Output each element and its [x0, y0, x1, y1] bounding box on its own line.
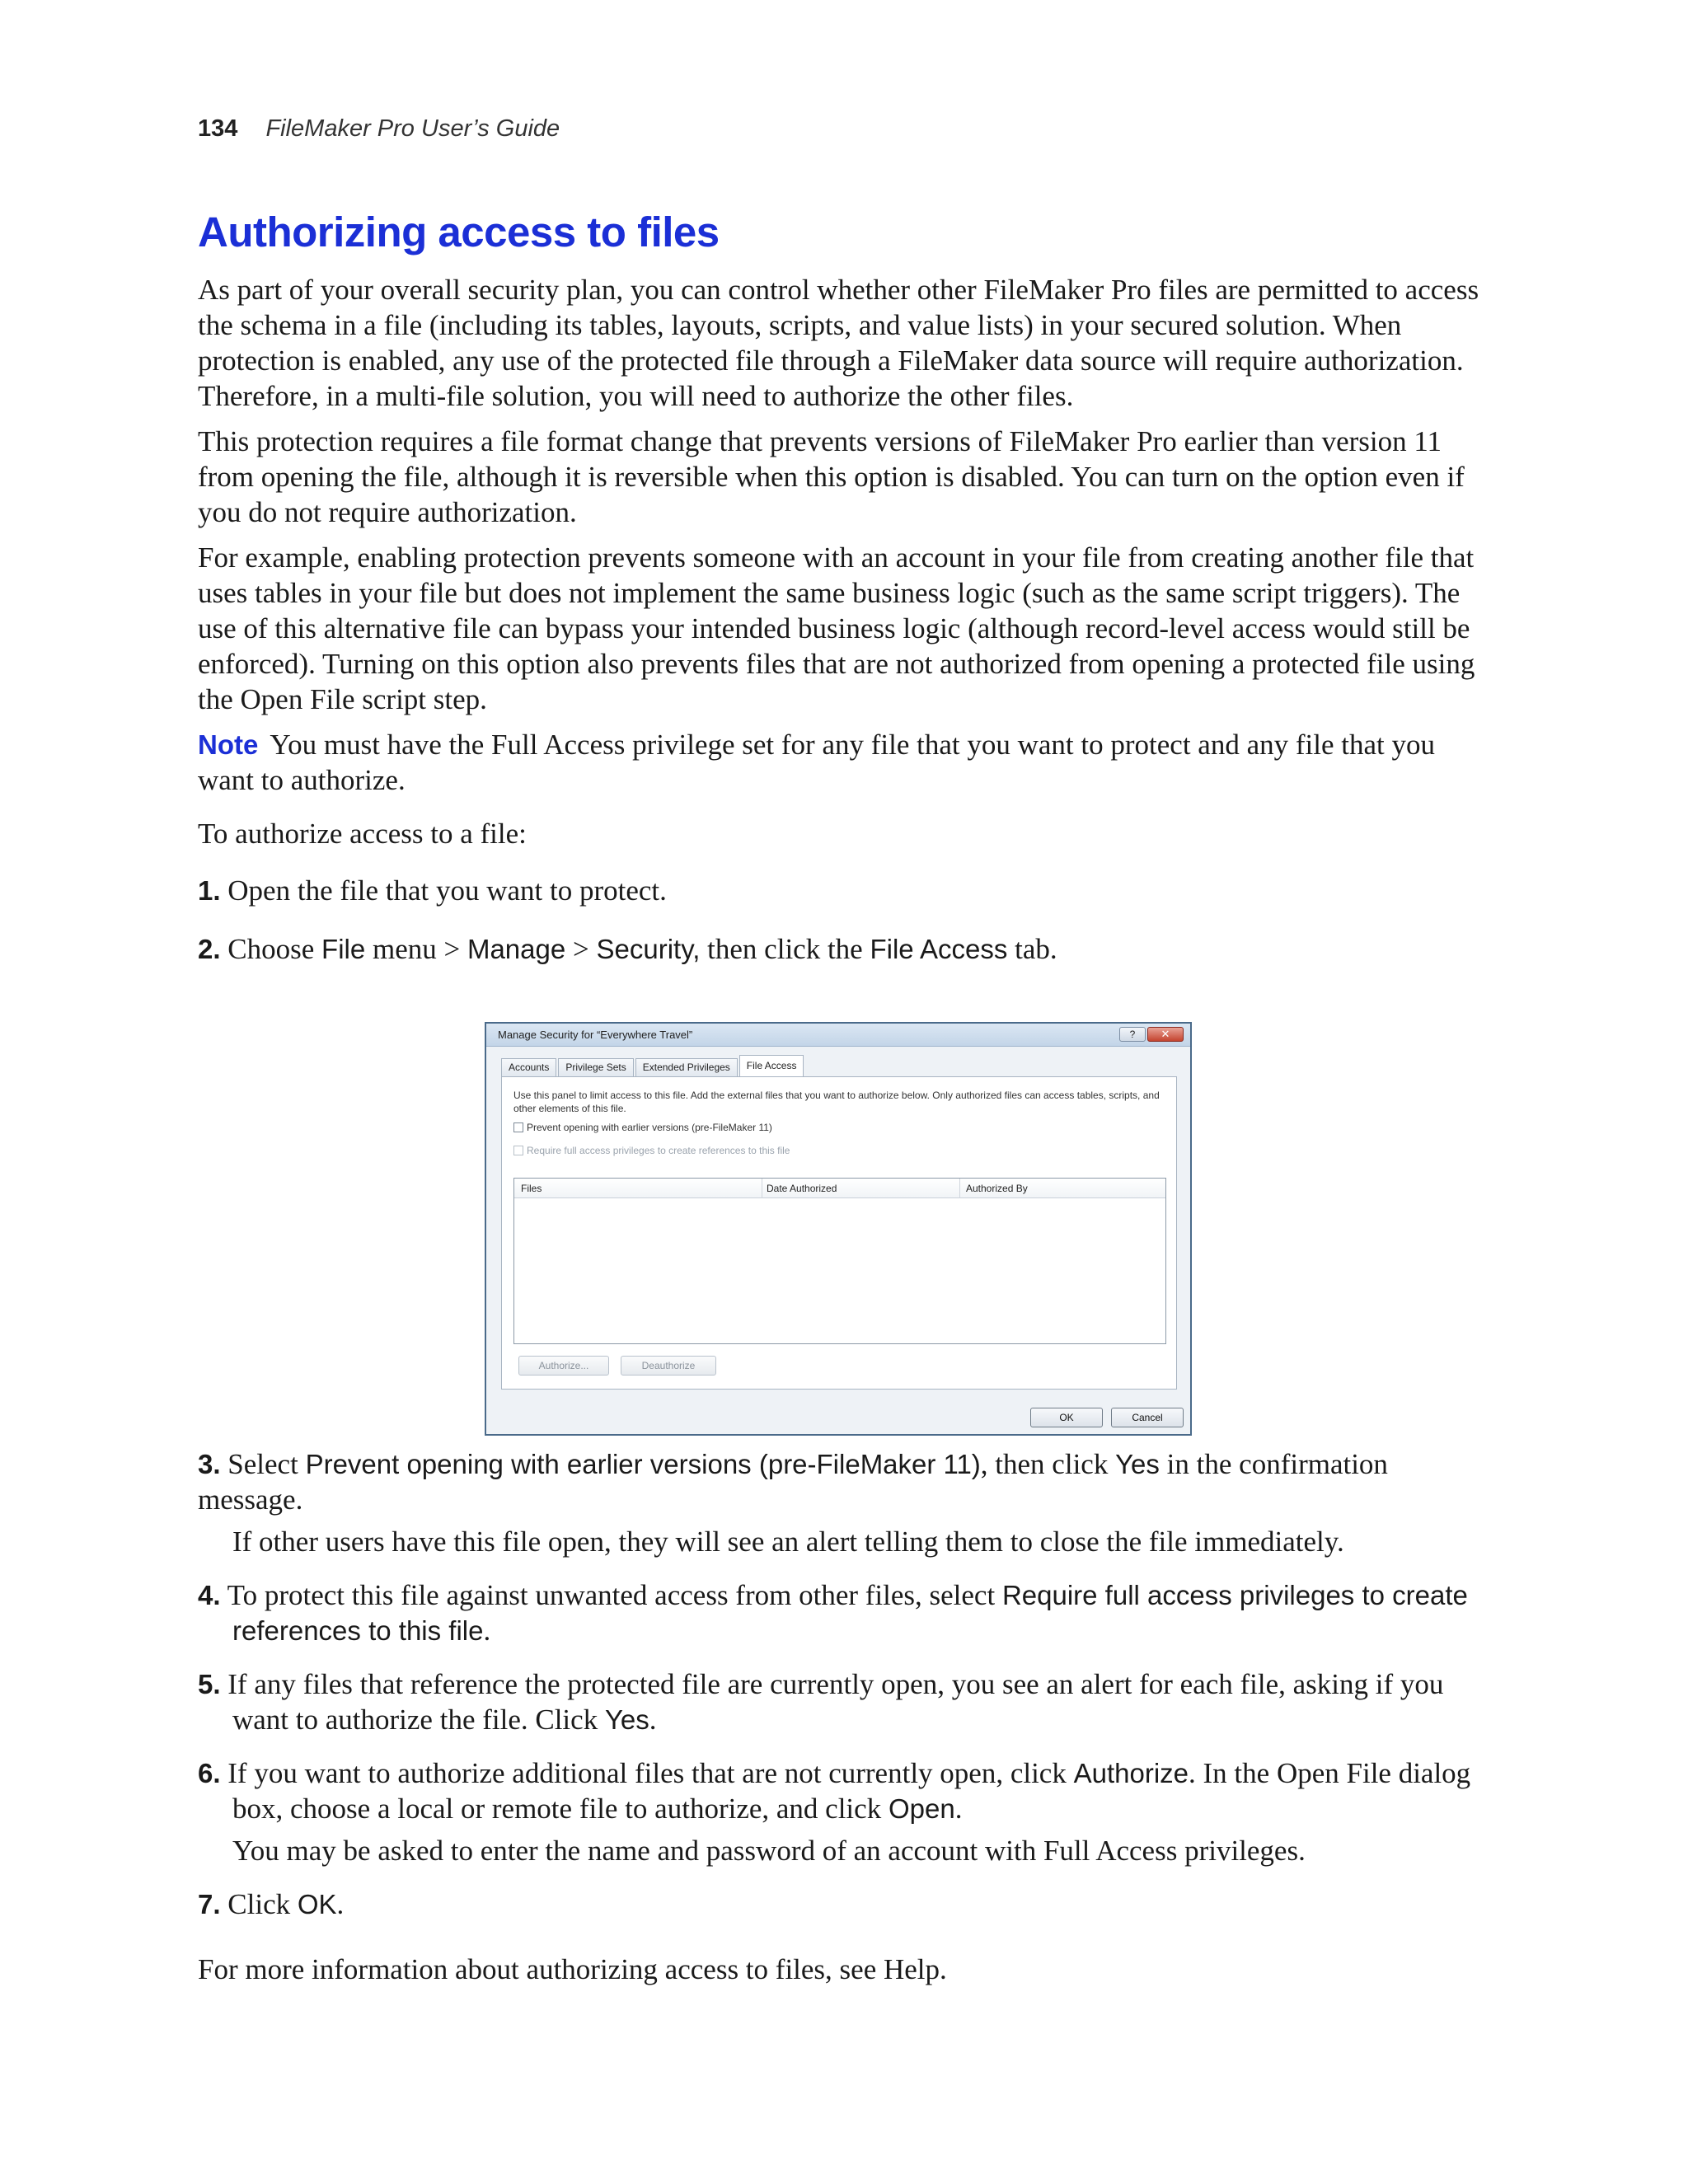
step-text: then click the	[700, 933, 870, 965]
step-text: Select	[227, 1448, 306, 1480]
step-text: . In the Open File dialog box, choose a local or remote file to authorize, and click	[232, 1757, 1471, 1825]
step-4	[198, 1577, 1484, 1648]
note	[198, 727, 1484, 798]
step-number: 3.	[198, 1449, 221, 1479]
ui-open: Open	[888, 1793, 955, 1824]
tab-privilege-sets[interactable]: Privilege Sets	[558, 1058, 633, 1076]
step-text: Choose	[227, 933, 322, 965]
require-full-access-option[interactable]	[513, 1145, 790, 1156]
ui-authorize: Authorize	[1073, 1758, 1189, 1788]
step-text: menu >	[365, 933, 467, 965]
tab-file-access[interactable]: File Access	[739, 1055, 804, 1076]
step-number: 6.	[198, 1758, 221, 1788]
dialog-tabs	[501, 1058, 805, 1076]
page-number: 134	[198, 115, 238, 142]
step-text: .	[954, 1793, 963, 1825]
column-divider[interactable]	[959, 1179, 960, 1198]
column-files[interactable]: Files	[521, 1183, 542, 1194]
list-header	[514, 1179, 1165, 1198]
prevent-opening-option[interactable]	[513, 1122, 772, 1133]
close-icon[interactable]: ✕	[1147, 1027, 1184, 1042]
step-text: .	[649, 1704, 657, 1736]
note-label: Note	[198, 729, 259, 760]
step-1	[198, 873, 1484, 908]
cancel-button[interactable]: Cancel	[1111, 1408, 1184, 1427]
ui-manage: Manage	[467, 934, 566, 964]
step-number: 7.	[198, 1889, 221, 1919]
dialog-title: Manage Security for “Everywhere Travel”	[498, 1029, 693, 1041]
paragraph-1: As part of your overall security plan, you can control whether other FileMaker Pro files are permitted to access the schema in a file (including its tables, layouts, scripts, and value lists) in your secured solution. When protection is enabled, any use of the protected file through a FileMaker data source will require authorization. Therefore, in a multi-file solution, you will need to authorize the other files.	[198, 274, 1479, 412]
step-number: 1.	[198, 875, 221, 906]
prevent-opening-label: Prevent opening with earlier versions (pre-FileMaker 11)	[527, 1122, 772, 1133]
step-text: Click	[227, 1888, 298, 1920]
step-6	[198, 1755, 1484, 1826]
tab-accounts[interactable]: Accounts	[501, 1058, 556, 1076]
authorized-files-list[interactable]	[513, 1178, 1166, 1344]
file-access-panel	[501, 1076, 1177, 1390]
ui-file-menu: File	[321, 934, 366, 964]
step-text: tab.	[1007, 933, 1057, 965]
step-text: in the confirmation message.	[198, 1448, 1388, 1516]
ui-ok: OK	[297, 1889, 337, 1919]
ui-yes: Yes	[604, 1704, 649, 1735]
footer-text: For more information about authorizing access to files, see Help.	[198, 1953, 947, 1985]
manage-security-dialog	[485, 1022, 1192, 1436]
section-title: Authorizing access to files	[198, 209, 720, 255]
step-6-note: You may be asked to enter the name and password of an account with Full Access privileges.	[232, 1835, 1306, 1867]
panel-description: Use this panel to limit access to this file. Add the external files that you want to authorize below. Only authorized files can access tables, scripts, and other elements of this file.	[513, 1090, 1160, 1114]
ui-prevent-opening: Prevent opening with earlier versions (pre-FileMaker 11)	[305, 1449, 981, 1479]
procedure-intro: To authorize access to a file:	[198, 818, 527, 850]
deauthorize-button[interactable]: Deauthorize	[621, 1356, 716, 1376]
paragraph-3: For example, enabling protection prevents someone with an account in your file from creating another file that uses tables in your file but does not implement the same business logic (such as the same script triggers). The use of this alternative file can bypass your intended business logic (although record-level access would still be enforced). Turning on this option also prevents files that are not authorized from opening a protected file using the Open File script step.	[198, 541, 1475, 715]
paragraph-2: This protection requires a file format change that prevents versions of FileMaker Pro earlier than version 11 from opening the file, although it is reversible when this option is disabled. You can turn on the option even if you do not require authorization.	[198, 425, 1465, 528]
require-full-access-label: Require full access privileges to create references to this file	[527, 1145, 790, 1156]
step-text: >	[565, 933, 597, 965]
step-5	[198, 1666, 1484, 1737]
step-text: .	[483, 1615, 491, 1647]
ui-require-full-access: Require full access privileges to create references to this file	[232, 1580, 1468, 1646]
guide-title: FileMaker Pro User’s Guide	[265, 115, 560, 142]
ui-file-access: File Access	[870, 934, 1008, 964]
help-button[interactable]: ?	[1119, 1027, 1146, 1042]
prevent-opening-checkbox[interactable]	[513, 1122, 523, 1132]
ui-security: Security,	[596, 934, 701, 964]
step-7	[198, 1886, 1484, 1922]
step-text: .	[336, 1888, 345, 1920]
step-text: If you want to authorize additional files that are not currently open, click	[227, 1757, 1074, 1789]
step-text: If any files that reference the protected file are currently open, you see an alert for each file, asking if you want to authorize the file. Click	[227, 1668, 1444, 1736]
step-text: To protect this file against unwanted access from other files, select	[227, 1579, 1002, 1611]
step-2	[198, 931, 1484, 967]
step-number: 5.	[198, 1669, 221, 1699]
step-3	[198, 1446, 1484, 1517]
dialog-titlebar	[486, 1024, 1190, 1047]
step-text: Open the file that you want to protect.	[227, 874, 667, 907]
step-number: 2.	[198, 934, 221, 964]
tab-extended-privileges[interactable]: Extended Privileges	[635, 1058, 738, 1076]
ui-yes: Yes	[1115, 1449, 1160, 1479]
require-full-access-checkbox[interactable]	[513, 1146, 523, 1155]
step-text: , then click	[980, 1448, 1116, 1480]
note-text: You must have the Full Access privilege set for any file that you want to protect and any file that you want to authorize.	[198, 729, 1435, 796]
step-number: 4.	[198, 1580, 221, 1610]
column-authorized-by[interactable]: Authorized By	[966, 1183, 1028, 1194]
column-date-authorized[interactable]: Date Authorized	[767, 1183, 837, 1194]
step-3-note: If other users have this file open, they will see an alert telling them to close the file immediately.	[232, 1526, 1344, 1558]
page-header	[198, 115, 560, 143]
authorize-button[interactable]: Authorize...	[518, 1356, 609, 1376]
ok-button[interactable]: OK	[1030, 1408, 1103, 1427]
